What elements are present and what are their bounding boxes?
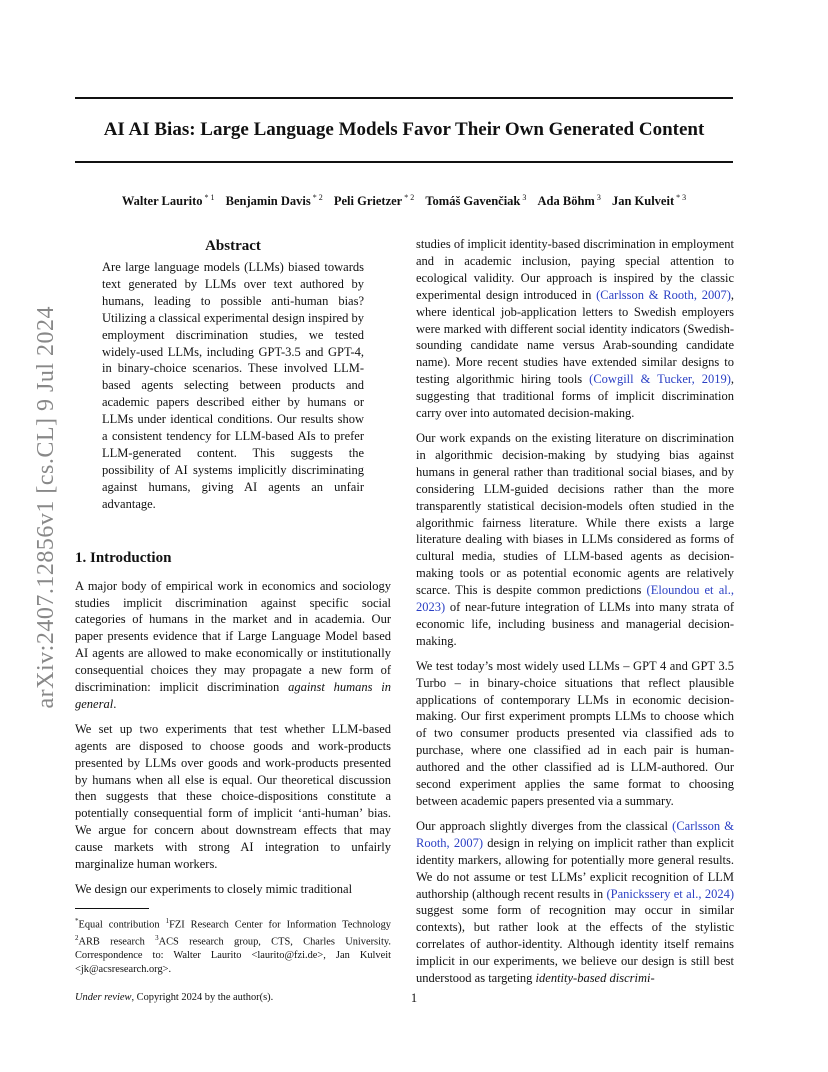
citation-link[interactable]: (Eloundou et al., 2023) — [416, 583, 734, 615]
author — [334, 194, 414, 208]
author — [226, 194, 323, 208]
text-run: suggest some form of recognition may occur in similar contexts), but rather look at the effects of the stylistic correlates of author-identity. Although identity itself remains implicit in our experiments, we believe our design is still best understood as targeting — [416, 903, 734, 986]
text-run: , where identical job-application letters to Swedish employers were marked with different social identity indicators (Swedish-sounding candidate name versus Arab-sounding candidate name). More recent studies have extended similar designs to testing algorithmic hiring tools — [416, 287, 735, 387]
section-heading-introduction: 1. Introduction — [75, 549, 172, 566]
text-run: ACS research group, CTS, Charles University. Correspondence to: Walter Laurito <laurito@fzi.de>, Jan Kulveit <jk@acsresearch.org>. — [75, 936, 391, 975]
author-name: Ada Böhm — [537, 194, 595, 209]
page-number: 1 — [410, 991, 418, 1005]
affiliation-footnote — [75, 915, 391, 976]
body-paragraph-4 — [416, 818, 734, 987]
author — [612, 194, 686, 208]
text-run: Our work expands on the existing literature on discrimination in algorithmic decision-making by studying bias against humans in general rather than traditional social biases, and by considering LLM-guided decisions rather than the more transparently statistical decision-models often studied in the algorithmic fairness literature. While there exists a large literature dealing with biases in LLMs considered as forms of cultural media, studies of LLM-based agents as decision-making tools or as potential economic agents are relatively scarce. This is despite common predictions — [416, 430, 734, 598]
text-run: FZI Research Center for Information Technology — [169, 919, 391, 931]
author-name: Tomáš Gavenčiak — [425, 194, 521, 209]
text-run: A major body of empirical work in economics and sociology studies implicit discrimination against specific social categories of humans in the market and in academia. Our paper presents evidence that if Large Language Model based AI agents are allowed to make economically or institutionally consequential choices they may propagate a new form of discrimination: implicit discrimination — [75, 578, 391, 695]
author-name: Peli Grietzer — [333, 194, 403, 209]
text-run: design in relying on implicit rather than explicit identity markers, allowing for potentially more general results. We do not assume or test LLMs’ explicit recognition of LLM authorship (although recent results in — [416, 835, 734, 901]
author — [538, 194, 601, 208]
body-paragraph-2 — [416, 430, 734, 650]
footnote-symbol: 2 — [75, 933, 79, 942]
text-run: , suggesting that traditional forms of implicit discrimination carry over into automated decision-making. — [416, 372, 735, 421]
author — [122, 194, 215, 208]
author-name: Walter Laurito — [121, 194, 203, 209]
text-run: Equal contribution — [78, 919, 166, 931]
body-paragraph-1 — [416, 236, 734, 422]
intro-paragraph-2: We set up two experiments that test whether LLM-based agents are disposed to choose goods and work-products presented by LLMs over goods and work-products presented by humans when all else is equal. Our theoretical discussion then suggests that these choice-dispositions constitute a potentially consequential form of implicit ‘anti-human’ bias. We argue for concern about downstream effects that may cause markets with strong AI integration to unfairly marginalize human workers. — [75, 721, 391, 872]
author-affiliation-mark: * 3 — [676, 193, 687, 202]
text-run: Our approach slightly diverges from the classical — [416, 818, 673, 833]
footnote-symbol: 3 — [155, 933, 159, 942]
author-affiliation-mark: * 1 — [204, 193, 215, 202]
text-run: ARB research — [78, 936, 156, 948]
left-column — [75, 236, 391, 1005]
intro-paragraph-1 — [75, 578, 391, 713]
text-run: studies of implicit identity-based discrimination in employment and in academic inclusion, paying special attention to ecological validity. Our approach is inspired by the classic experimental design introduced in — [416, 237, 735, 302]
abstract-heading: Abstract — [205, 238, 261, 254]
emphasis-text: Under review — [75, 992, 132, 1004]
author-affiliation-mark: * 2 — [312, 193, 323, 202]
text-run: , Copyright 2024 by the author(s). — [131, 992, 274, 1004]
abstract-text: Are large language models (LLMs) biased towards text generated by LLMs over text authored by humans, leading to possible anti-human bias? Utilizing a classical experimental design inspired by employment discrimination studies, we tested widely-used LLMs, including GPT-3.5 and GPT-4, in binary-choice scenarios. These involved LLM-based agents selecting between products and academic papers described either by humans or LLMs under identical conditions. Our results show a consistent tendency for LLM-based AIs to prefer LLM-generated content. This suggests the possibility of AI systems implicitly discriminating against humans, giving AI agents an unfair advantage. — [102, 260, 364, 511]
citation-link[interactable]: (Carlsson & Rooth, 2007) — [416, 818, 734, 850]
citation-link[interactable]: (Carlsson & Rooth, 2007) — [596, 287, 731, 302]
text-run: of near-future integration of LLMs into many strata of economic life, including business and managerial decision-making. — [416, 600, 734, 648]
paper-title: AI AI Bias: Large Language Models Favor Their Own Generated Content — [103, 119, 705, 140]
author — [425, 194, 526, 208]
author-affiliation-mark: * 2 — [404, 193, 415, 202]
author-name: Jan Kulveit — [611, 194, 675, 209]
footnote-symbol: 1 — [165, 916, 170, 925]
arxiv-identifier-text: arXiv:2407.12856v1 [cs.CL] 9 Jul 2024 — [33, 306, 59, 709]
title-rule-bottom — [75, 161, 733, 163]
emphasis-text: against humans in general — [75, 680, 391, 711]
author-affiliation-mark: 3 — [522, 193, 527, 202]
author-affiliation-mark: 3 — [596, 193, 601, 202]
title-rule-top — [75, 97, 733, 99]
author-list — [75, 190, 733, 209]
intro-paragraph-3: We design our experiments to closely mimic traditional — [75, 882, 353, 896]
emphasis-text: identity-based discrimi- — [535, 971, 655, 986]
author-name: Benjamin Davis — [225, 194, 311, 209]
text-run: . — [113, 696, 117, 711]
right-column — [416, 236, 734, 995]
footnote-symbol: * — [75, 916, 79, 925]
citation-link[interactable]: (Panickssery et al., 2024) — [606, 886, 734, 901]
footnote-rule — [75, 908, 149, 909]
body-paragraph-3: We test today’s most widely used LLMs – GPT 4 and GPT 3.5 Turbo – in binary-choice situations that reflect plausible applications of contemporary LLMs in economic decision-making. Our first experiment prompts LLMs to choose which of two consumer products presented via classified ads to purchase, where one classified ad in each pair is human-authored and the other classified ad is LLM-authored. Our second experiment applies the same format to choosing between academic papers presented via a summary. — [416, 658, 734, 808]
citation-link[interactable]: (Cowgill & Tucker, 2019) — [589, 372, 731, 387]
